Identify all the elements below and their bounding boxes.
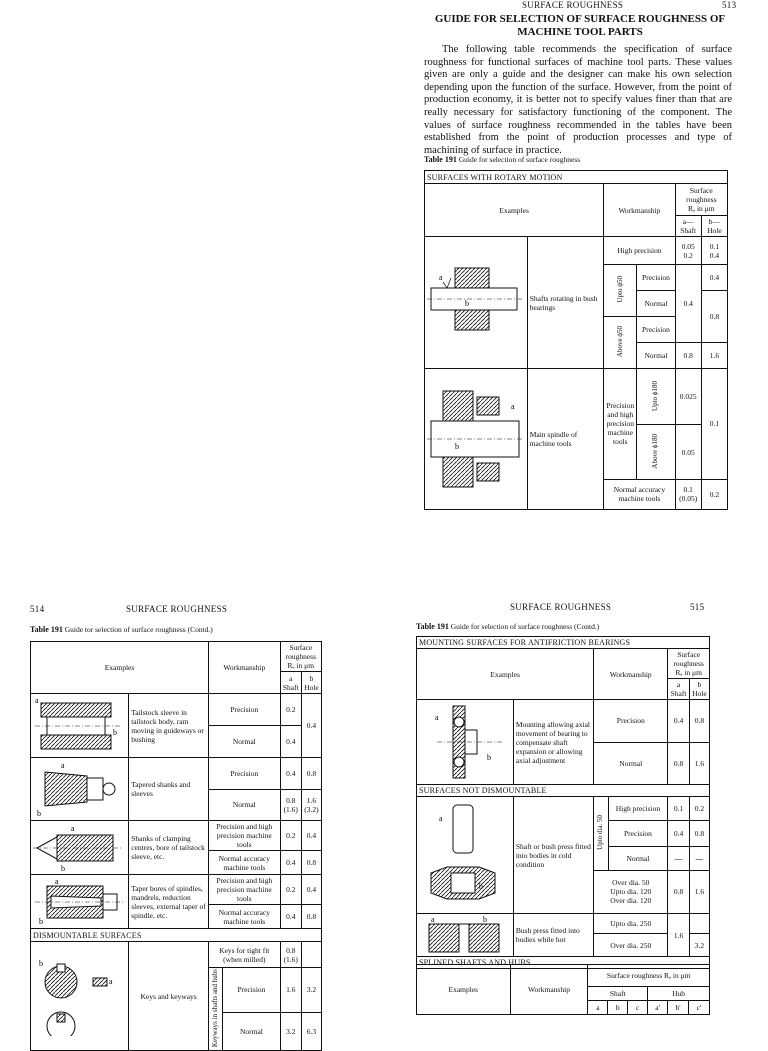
svg-text:b: b [113, 727, 117, 737]
s-head-hub: Hub [648, 987, 710, 1001]
svg-text:b: b [39, 959, 43, 969]
s-col-a-prime: a' [648, 1001, 668, 1015]
svg-text:b: b [465, 298, 469, 308]
head-roughness [675, 184, 727, 216]
r3-b2: 0.8 [301, 851, 321, 875]
s-head-examples: Examples [417, 965, 511, 1015]
svg-text:a: a [439, 272, 443, 282]
n-b2: 0.8 [689, 820, 709, 846]
r4-a2: 0.4 [280, 905, 301, 929]
press-fit-figure [417, 797, 509, 913]
above50-cell [604, 317, 637, 369]
svg-text:b: b [483, 915, 487, 924]
tapered-shank-drawing [31, 758, 129, 821]
caption-label-514: Table 191 [30, 625, 63, 634]
upto180-label: Upto ϕ180 [651, 380, 660, 411]
n-b4: 1.6 [689, 870, 709, 913]
h-b: 3.2 [689, 934, 709, 957]
n-w2: Precision [608, 820, 668, 846]
head-examples-514: Examples [31, 642, 209, 694]
r2-b2: 1.6 (3.2) [301, 789, 321, 821]
r4-w2: Normal accuracy machine tools [209, 905, 281, 929]
r6-label: Keys and keyways [129, 942, 209, 1051]
table-caption-513 [424, 155, 580, 164]
n-w3: Normal [608, 846, 668, 870]
r2-w1: Precision [209, 758, 281, 790]
head-hole-514: Hole [304, 682, 319, 692]
spindle-hole: 0.1 [701, 369, 727, 480]
head-examples: Examples [425, 184, 604, 237]
upto50-precision: Precision [637, 265, 675, 291]
head-shaft-514: Shaft [282, 682, 299, 692]
centre-drawing [31, 821, 129, 875]
r6-a2: 3.2 [280, 1012, 301, 1050]
r1-a1: 0.2 [280, 694, 301, 726]
m-b1: 0.8 [689, 700, 709, 743]
spindle-figure [425, 369, 525, 509]
n-vert-cell [594, 797, 608, 871]
svg-text:b: b [37, 809, 41, 818]
n-w1: High precision [608, 797, 668, 821]
r6-w1: Precision [223, 968, 280, 1013]
above50-precision: Precision [637, 317, 675, 343]
table-caption-515 [416, 622, 599, 631]
above50-prec-hole: 0.8 [701, 291, 727, 343]
r1-b: 0.4 [301, 694, 321, 758]
m-w2: Normal [594, 742, 668, 785]
above50-label: Above ϕ50 [615, 325, 624, 358]
n-b3: — [689, 846, 709, 870]
above50-norm-hole: 1.6 [701, 343, 727, 369]
svg-text:a: a [511, 402, 515, 411]
shaft-bush-drawing [425, 237, 528, 369]
svg-text:a: a [35, 695, 39, 705]
h-w1: Upto dia. 250 [594, 914, 668, 934]
section-not-dismountable: SURFACES NOT DISMOUNTABLE [417, 785, 710, 797]
splined-table [416, 964, 710, 1015]
upto50-prec-hole: 0.4 [701, 265, 727, 291]
normal-acc-hole: 0.2 [701, 479, 727, 509]
head-hole: b—Hole [701, 216, 727, 237]
r6-vert: Keyways in shafts and hubs [211, 969, 220, 1048]
running-head-514: SURFACE ROUGHNESS [126, 604, 228, 614]
keyway-drawing [31, 942, 129, 1051]
title-line-2: MACHINE TOOL PARTS [517, 26, 643, 38]
svg-text:a: a [431, 915, 435, 924]
page-title [415, 13, 745, 39]
head-examples-515: Examples [417, 649, 594, 700]
r3-a2: 0.4 [280, 851, 301, 875]
head-hole-515: Hole [692, 689, 707, 698]
svg-text:b: b [487, 753, 491, 762]
head-workmanship-514: Workmanship [209, 642, 281, 694]
n-a3: — [668, 846, 689, 870]
taper-bore-drawing [31, 875, 129, 929]
upto180-shaft: 0.025 [675, 369, 701, 425]
section-splined: SPLINED SHAFTS AND HUBS [417, 957, 710, 969]
upto50-cell [604, 265, 637, 317]
m-b2: 1.6 [689, 742, 709, 785]
m-a1: 0.4 [668, 700, 689, 743]
r4-label: Taper bores of spindles, mandrels, reduction sleeves, external taper of spindle, etc. [129, 875, 209, 929]
head-ra-515: Rₐ in μm [675, 668, 702, 677]
upto180-cell [637, 369, 675, 425]
r4-w1: Precision and high precision machine tools [209, 875, 281, 905]
r3-w1: Precision and high precision machine tools [209, 821, 281, 851]
s-col-a: a [588, 1001, 608, 1015]
hp-hole: 0.1 0.4 [701, 237, 727, 265]
h-a: 1.6 [668, 914, 689, 957]
head-shaft: a—Shaft [675, 216, 701, 237]
n-a1: 0.1 [668, 797, 689, 821]
caption-label-515: Table 191 [416, 622, 449, 631]
n-b1: 0.2 [689, 797, 709, 821]
head-workmanship: Workmanship [604, 184, 675, 237]
head-b-514 [301, 672, 321, 694]
r1-label: Tailstock sleeve in tailstock body, ram moving in guideways or bushing [129, 694, 209, 758]
svg-text:a: a [435, 713, 439, 722]
s-col-b: b [608, 1001, 628, 1015]
r2-w2: Normal [209, 789, 281, 821]
r2-b1: 0.8 [301, 758, 321, 790]
head-b-514-letter: b [309, 673, 314, 683]
m-a2: 0.8 [668, 742, 689, 785]
caption-label: Table 191 [424, 155, 457, 164]
roughness-table-513 [424, 170, 728, 510]
h-w2: Over dia. 250 [594, 934, 668, 957]
page-number-515: 515 [690, 602, 705, 612]
head-a-514 [280, 672, 301, 694]
n-a4: 0.8 [668, 870, 689, 913]
n-a2: 0.4 [668, 820, 689, 846]
hot-press-figure [417, 914, 509, 956]
caption-text-514: Guide tor selection of surface roughness (Contd.) [64, 625, 213, 634]
section-rotary: SURFACES WITH ROTARY MOTION [425, 171, 728, 184]
r2-label: Tapered shanks and sleeves [129, 758, 209, 821]
n-label: Shaft or bush press fitted into bodies in cold condition [513, 797, 593, 914]
upto50-label: Upto ϕ50 [615, 276, 624, 303]
above180-label: Above ϕ180 [651, 433, 660, 469]
head-a-514-letter: a [289, 673, 293, 683]
running-head-515: SURFACE ROUGHNESS [510, 602, 612, 612]
r6-w2: Normal [223, 1012, 280, 1050]
r4-b2: 0.8 [301, 905, 321, 929]
above50-norm-shaft: 0.8 [675, 343, 701, 369]
n-vert: Upto dia. 50 [596, 814, 605, 850]
roughness-table-515 [416, 636, 710, 969]
s-head-workmanship: Workmanship [510, 965, 588, 1015]
bearing-figure [417, 700, 509, 784]
s-head-roughness: Surface roughness Rₐ in μm [588, 965, 710, 987]
above180-shaft: 0.05 [675, 425, 701, 479]
h-label: Bush press fitted into bodies while hot [513, 914, 593, 957]
r5-w: Keys for tight fit (when milled) [209, 942, 281, 968]
upto50-normal: Normal [637, 291, 675, 317]
caption-text-515: Guide for selection of surface roughness (Contd.) [450, 622, 600, 631]
head-roughness-514-label: Surface roughness [285, 643, 316, 661]
r3-label: Shanks of clamping centres, bore of tailstock sleeve, etc. [129, 821, 209, 875]
normal-accuracy-cell: Normal accuracy machine tools [604, 479, 675, 509]
m-label: Mounting allowing axial movement of bearing to compensate shaft expansion or allowing axial adjustment [513, 700, 593, 785]
s-col-b-prime: b' [668, 1001, 689, 1015]
above180-cell [637, 425, 675, 479]
svg-text:b: b [39, 916, 43, 926]
head-roughness-514 [280, 642, 321, 672]
above50-normal: Normal [637, 343, 675, 369]
svg-text:a: a [109, 977, 113, 987]
n-w4: Over dia. 50 Upto dia. 120 Over dia. 120 [594, 870, 668, 913]
intro-paragraph: The following table recommends the specification of surface roughness for functional surfaces of machine tool parts. These values given are only a guide and the designer can make his own selection depending upon the function of the surface. However, from the point of production economy, it is better not to specify values finer than that are really necessary for satisfactory functioning of the component. The values of surface roughness recommended in the tables have been established from the point of production processes and type of machining of surface in practice. [424, 44, 732, 156]
title-line-1: GUIDE FOR SELECTION OF SURFACE ROUGHNESS OF [434, 13, 726, 25]
head-roughness-515-label: Surface roughness [673, 650, 704, 668]
taper-bore-figure [31, 876, 125, 928]
head-ra: Rₐ in μm [688, 204, 715, 213]
svg-text:a: a [439, 814, 443, 823]
r2-a2: 0.8 (1.6) [280, 789, 301, 821]
head-shaft-515: Shaft [670, 689, 687, 698]
normal-acc-shaft: 0.1 (0.05) [675, 479, 701, 509]
r5-b [301, 942, 321, 968]
svg-text:b: b [61, 863, 65, 873]
r4-a1: 0.2 [280, 875, 301, 905]
row-spindle-label: Main spindle of machine tools [527, 369, 604, 510]
m-w1: Precision [594, 700, 668, 743]
r1-w1: Precision [209, 694, 281, 726]
s-head-shaft: Shaft [588, 987, 648, 1001]
shaft-bush-figure [425, 238, 525, 368]
tapered-shank-figure [31, 758, 125, 820]
spindle-drawing [425, 369, 528, 510]
s-col-c-prime: c' [689, 1001, 710, 1015]
head-workmanship-515: Workmanship [594, 649, 668, 700]
head-ra-514: Rₐ in μm [287, 661, 315, 670]
r6-b1: 3.2 [301, 968, 321, 1013]
head-b-515 [689, 679, 709, 700]
r6-vert-cell [209, 968, 223, 1051]
r3-w2: Normal accuracy machine tools [209, 851, 281, 875]
centre-figure [31, 823, 125, 873]
head-b-515-letter: b [697, 680, 702, 689]
svg-text:b: b [455, 442, 459, 451]
svg-text:a: a [71, 823, 75, 833]
r1-w2: Normal [209, 726, 281, 758]
high-precision-cell: High precision [604, 237, 675, 265]
r6-a1: 1.6 [280, 968, 301, 1013]
page-number-513: 513 [722, 0, 737, 10]
svg-text:a: a [55, 876, 59, 886]
upto50-shaft: 0.4 [675, 265, 701, 343]
r5-a: 0.8 (1.6) [280, 942, 301, 968]
roughness-table-514 [30, 641, 322, 1051]
tailstock-drawing [31, 694, 129, 758]
tailstock-figure [31, 695, 125, 757]
s-col-c: c [628, 1001, 648, 1015]
caption-text: Guide for selection of surface roughness [458, 155, 581, 164]
r3-b1: 0.4 [301, 821, 321, 851]
svg-text:a: a [61, 761, 65, 770]
section-dismountable: DISMOUNTABLE SURFACES [31, 929, 322, 942]
head-a-515 [668, 679, 689, 700]
r4-b1: 0.4 [301, 875, 321, 905]
head-roughness-515 [668, 649, 710, 679]
table-caption-514 [30, 625, 213, 634]
keyway-figure [31, 956, 125, 1036]
bearing-drawing [417, 700, 514, 785]
prec-high-cell: Precision and high precision machine tools [604, 369, 637, 480]
r6-b2: 6.3 [301, 1012, 321, 1050]
head-roughness-label: Surface roughness [686, 186, 717, 204]
svg-text:b: b [479, 882, 483, 891]
r1-a2: 0.4 [280, 726, 301, 758]
r3-a1: 0.2 [280, 821, 301, 851]
running-head-513: SURFACE ROUGHNESS [522, 0, 624, 10]
page-number-514: 514 [30, 604, 45, 614]
head-a-515-letter: a [676, 680, 681, 689]
hp-shaft: 0.05 0.2 [675, 237, 701, 265]
section-antifriction: MOUNTING SURFACES FOR ANTIFRICTION BEARINGS [417, 637, 710, 649]
row-bush-label: Shafts rotating in bush bearings [527, 237, 604, 369]
h-b-top [689, 914, 709, 934]
press-fit-drawing [417, 797, 514, 914]
r2-a1: 0.4 [280, 758, 301, 790]
hot-press-drawing [417, 914, 514, 957]
